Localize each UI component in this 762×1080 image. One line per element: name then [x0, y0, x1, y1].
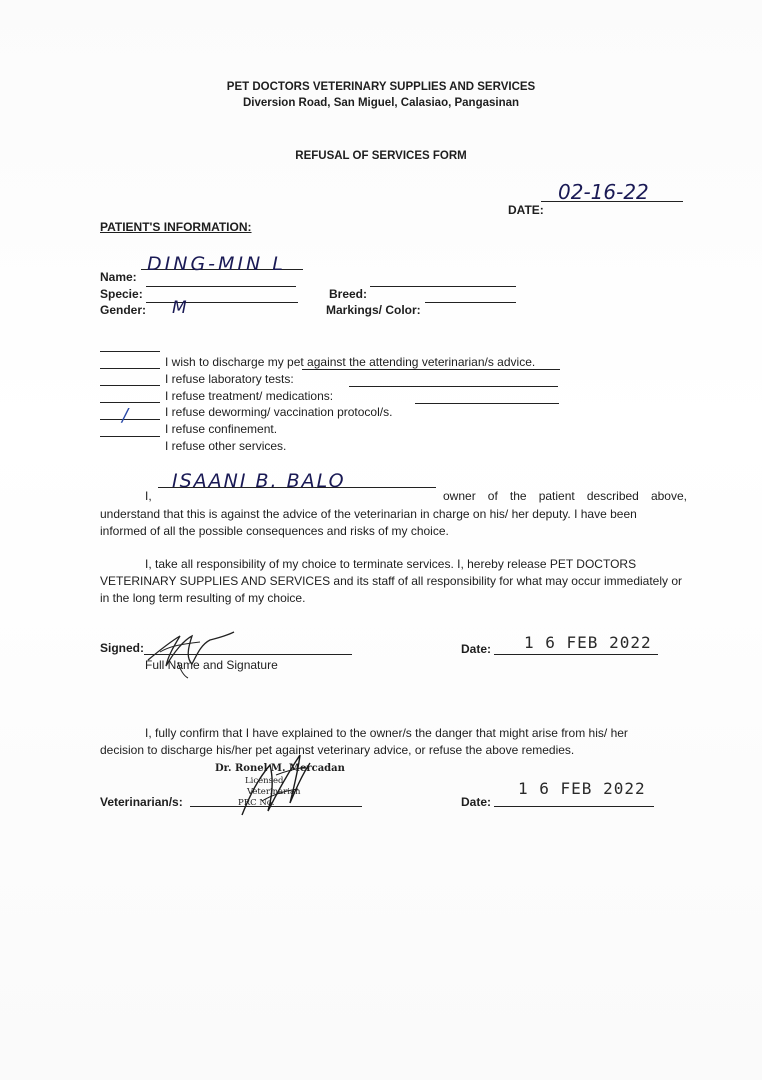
- option-line: [100, 402, 160, 403]
- gender-label: Gender:: [100, 303, 147, 317]
- signed-label: Signed:: [100, 641, 144, 655]
- option-fill-line: [349, 386, 558, 387]
- option-line: [100, 419, 160, 420]
- option-text: I refuse other services.: [165, 439, 287, 453]
- owner-date-label: Date:: [461, 642, 492, 656]
- option-text: I refuse confinement.: [165, 422, 278, 436]
- statement3-line2: decision to discharge his/her pet against veterinary advice, or refuse the above remedies.: [100, 743, 575, 757]
- statement1-line3: informed of all the possible consequences and risks of my choice.: [100, 524, 449, 538]
- date-handwritten: 02-16-22: [558, 180, 649, 204]
- option-line: [100, 385, 160, 386]
- vet-date-stamp: 1 6 FEB 2022: [518, 779, 646, 798]
- owner-date-stamp: 1 6 FEB 2022: [524, 633, 652, 652]
- owner-name-handwritten: ISAANI B. BALO: [172, 470, 346, 492]
- signature-caption: Full Name and Signature: [145, 658, 278, 672]
- company-name: PET DOCTORS VETERINARY SUPPLIES AND SERVICES: [226, 81, 536, 93]
- vet-stamp-title: Veterinarian: [247, 787, 301, 797]
- statement1-line2: understand that this is against the advice of the veterinarian in charge on his/ her deputy. I have been: [100, 507, 637, 521]
- option-text: I refuse treatment/ medications:: [165, 389, 334, 403]
- statement2-line2: VETERINARY SUPPLIES AND SERVICES and its staff of all responsibility for what may occur immediately or: [100, 574, 683, 588]
- option-text: I refuse laboratory tests:: [165, 372, 294, 386]
- breed-label: Breed:: [329, 287, 368, 301]
- owner-signature-scribble: [140, 622, 240, 682]
- statement3-line1: I, fully confirm that I have explained to the owner/s the danger that might arise from his/ her: [145, 726, 628, 740]
- owner-date-line: [494, 654, 658, 655]
- name-handwritten: DING-MIN L: [147, 253, 286, 275]
- vet-date-label: Date:: [461, 795, 492, 809]
- name-label: Name:: [100, 270, 137, 284]
- veterinarian-label: Veterinarian/s:: [100, 795, 183, 809]
- specie-line: [146, 286, 296, 287]
- option-text: I wish to discharge my pet against the attending veterinarian/s advice.: [165, 355, 536, 369]
- confinement-check-mark: /: [122, 405, 129, 426]
- statement2-line3: in the long term resulting of my choice.: [100, 591, 306, 605]
- markings-label: Markings/ Color:: [326, 303, 421, 317]
- company-address: Diversion Road, San Miguel, Calasiao, Pangasinan: [242, 97, 520, 109]
- date-label: DATE:: [508, 203, 544, 217]
- vet-stamp-licensed: Licensed: [245, 776, 284, 786]
- option-line: [100, 351, 160, 352]
- option-fill-line: [302, 369, 560, 370]
- patient-section-title: PATIENT'S INFORMATION:: [100, 220, 252, 234]
- gender-handwritten: M: [172, 298, 187, 318]
- vet-signature-scribble: [232, 745, 332, 820]
- vet-stamp-name: Dr. Ronel M. Mercadan: [215, 763, 345, 774]
- option-text: I refuse deworming/ vaccination protocol/s.: [165, 405, 393, 419]
- vet-date-line: [494, 806, 654, 807]
- option-fill-line: [415, 403, 559, 404]
- option-line: [100, 368, 160, 369]
- statement1-line1-tail: owner of the patient described above,: [443, 489, 687, 503]
- statement2-line1: I, take all responsibility of my choice to terminate services. I, hereby release PET DOCTORS: [145, 557, 637, 571]
- form-title: REFUSAL OF SERVICES FORM: [295, 150, 467, 162]
- option-line: [100, 436, 160, 437]
- breed-line: [370, 286, 516, 287]
- specie-label: Specie:: [100, 287, 143, 301]
- gender-line: [146, 302, 298, 303]
- statement1-prefix: I,: [145, 489, 152, 503]
- markings-line: [425, 302, 516, 303]
- vet-stamp-prc: PRC No.: [238, 798, 275, 808]
